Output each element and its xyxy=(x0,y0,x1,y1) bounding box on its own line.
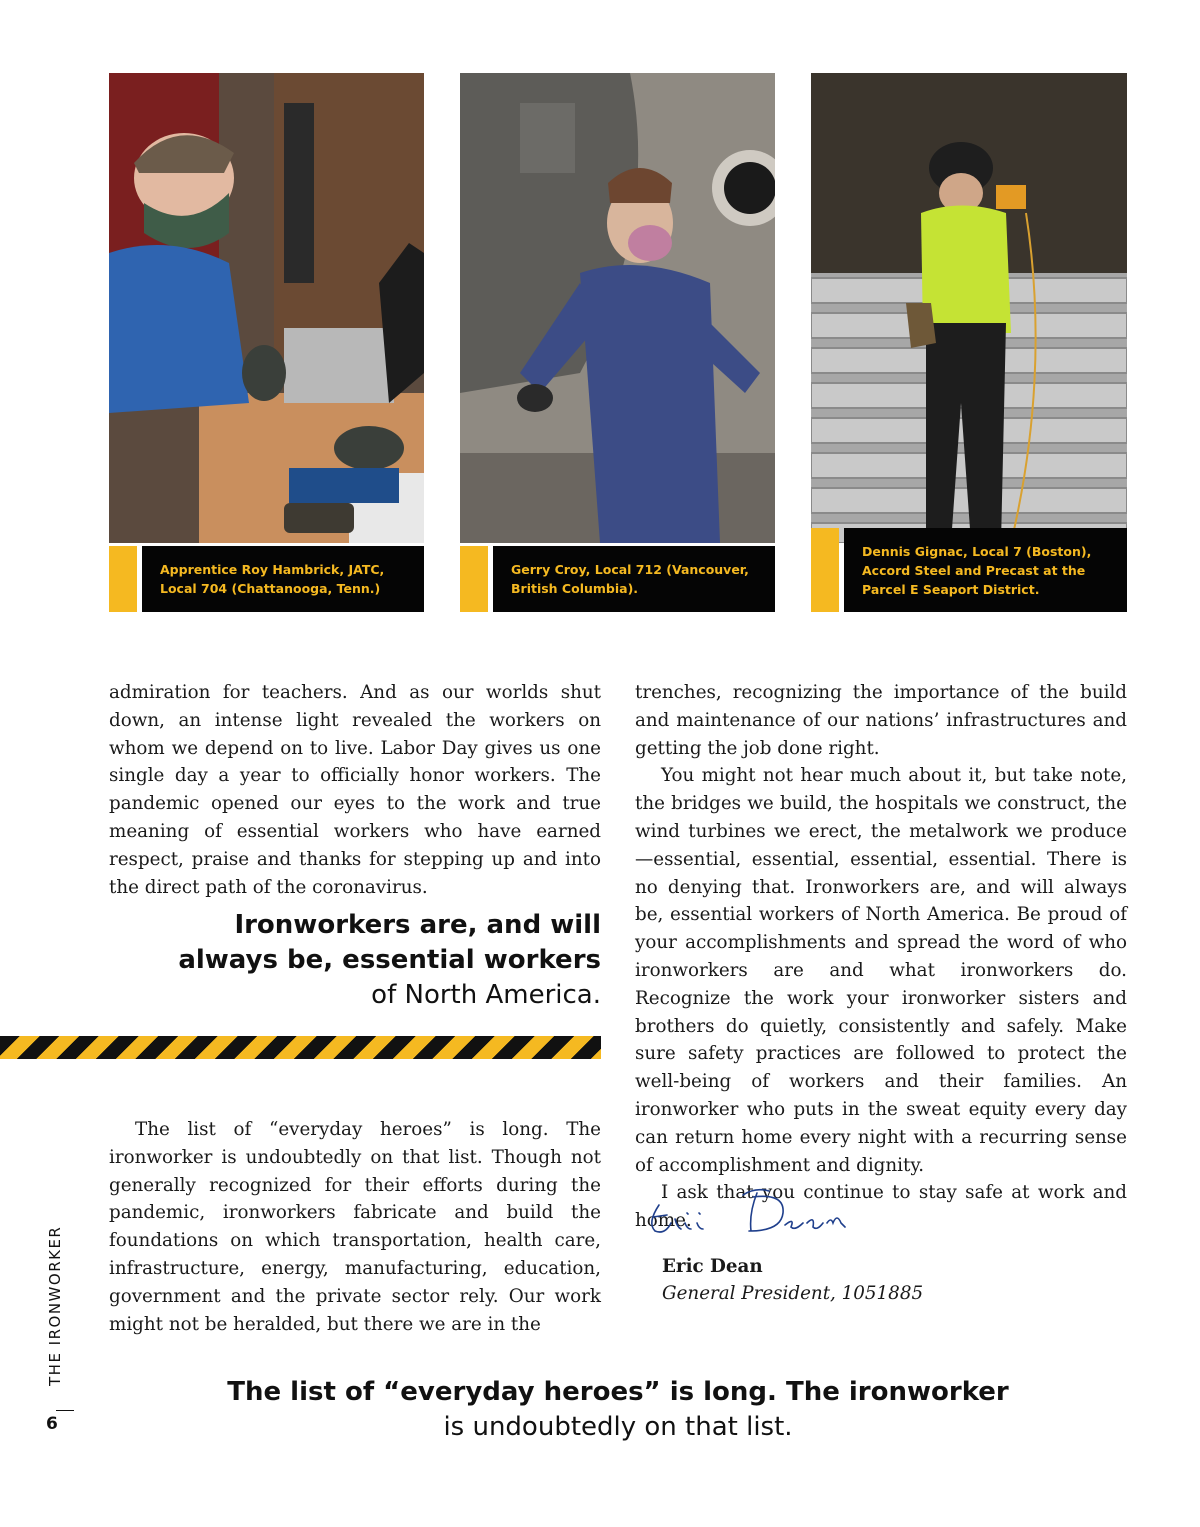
left-column-top xyxy=(109,679,601,901)
handwritten-signature xyxy=(645,1183,865,1243)
bottom-pull-quote xyxy=(200,1374,1036,1444)
body-paragraph: The list of “everyday heroes” is long. The ironworker is undoubtedly on that list. Though not generally recognized for their efforts during the pandemic, ironworkers fabricate and build the foundations on which transportation, health care, infrastructure, energy, manufacturing, education, government and the private sector rely. Our work might not be heralded, but there we are in the xyxy=(109,1119,601,1335)
footer-rule xyxy=(56,1410,74,1411)
photo-apprentice-laptop xyxy=(109,73,424,543)
hazard-stripe-divider xyxy=(0,1036,601,1059)
caption-text: Dennis Gignac, Local 7 (Boston), Accord Steel and Precast at the Parcel E Seaport District. xyxy=(844,528,1127,612)
photo-caption-3 xyxy=(811,528,1127,612)
caption-accent-bar xyxy=(109,546,137,612)
photo-illustration xyxy=(109,73,424,543)
left-column-bottom xyxy=(109,1116,601,1338)
caption-accent-bar xyxy=(811,528,839,612)
photo-welder-respirator xyxy=(460,73,775,543)
bottom-quote-line: is undoubtedly on that list. xyxy=(443,1412,793,1442)
right-column xyxy=(635,679,1127,1235)
photo-caption-2 xyxy=(460,546,775,612)
signatory-name: Eric Dean xyxy=(662,1256,763,1277)
signatory-title: General President, 1051885 xyxy=(662,1283,924,1304)
publication-running-title: THE IRONWORKER xyxy=(46,1225,64,1386)
bottom-quote-line: The list of “everyday heroes” is long. The ironworker xyxy=(227,1377,1009,1407)
body-paragraph: trenches, recognizing the importance of the build and maintenance of our nations’ infrastructures and getting the job done right. xyxy=(635,682,1127,759)
pull-quote-line: always be, essential workers xyxy=(178,945,601,975)
body-paragraph: admiration for teachers. And as our worlds shut down, an intense light revealed the workers on whom we depend on to live. Labor Day gives us one single day a year to officially honor workers. The pandemic opened our eyes to the work and true meaning of essential workers who have earned respect, praise and thanks for stepping up and into the direct path of the coronavirus. xyxy=(109,682,601,898)
caption-accent-bar xyxy=(460,546,488,612)
photo-illustration xyxy=(460,73,775,543)
pull-quote-line: of North America. xyxy=(371,980,601,1010)
pull-quote-line: Ironworkers are, and will xyxy=(234,910,601,940)
caption-text: Apprentice Roy Hambrick, JATC, Local 704 (Chattanooga, Tenn.) xyxy=(142,546,424,612)
page-number: 6 xyxy=(46,1414,58,1434)
photo-caption-1 xyxy=(109,546,424,612)
caption-text: Gerry Croy, Local 712 (Vancouver, British Columbia). xyxy=(493,546,775,612)
body-paragraph: I ask that you continue to stay safe at work and home. xyxy=(635,1182,1127,1232)
photo-decking-worker xyxy=(811,73,1127,543)
pull-quote xyxy=(109,908,601,1013)
photo-illustration xyxy=(811,73,1127,543)
body-paragraph: You might not hear much about it, but take note, the bridges we build, the hospitals we construct, the wind turbines we erect, the metalwork we produce—essential, essential, essential, essential. There is no denying that. Ironworkers are, and will always be, essential workers of North America. Be proud of your accomplishments and spread the word of who ironworkers are and what ironworkers do. Recognize the work your ironworker sisters and brothers do quietly, consistently and safely. Make sure safety practices are followed to protect the well-being of workers and their families. An ironworker who puts in the sweat equity every day can return home every night with a recurring sense of accomplishment and dignity. xyxy=(635,765,1127,1176)
